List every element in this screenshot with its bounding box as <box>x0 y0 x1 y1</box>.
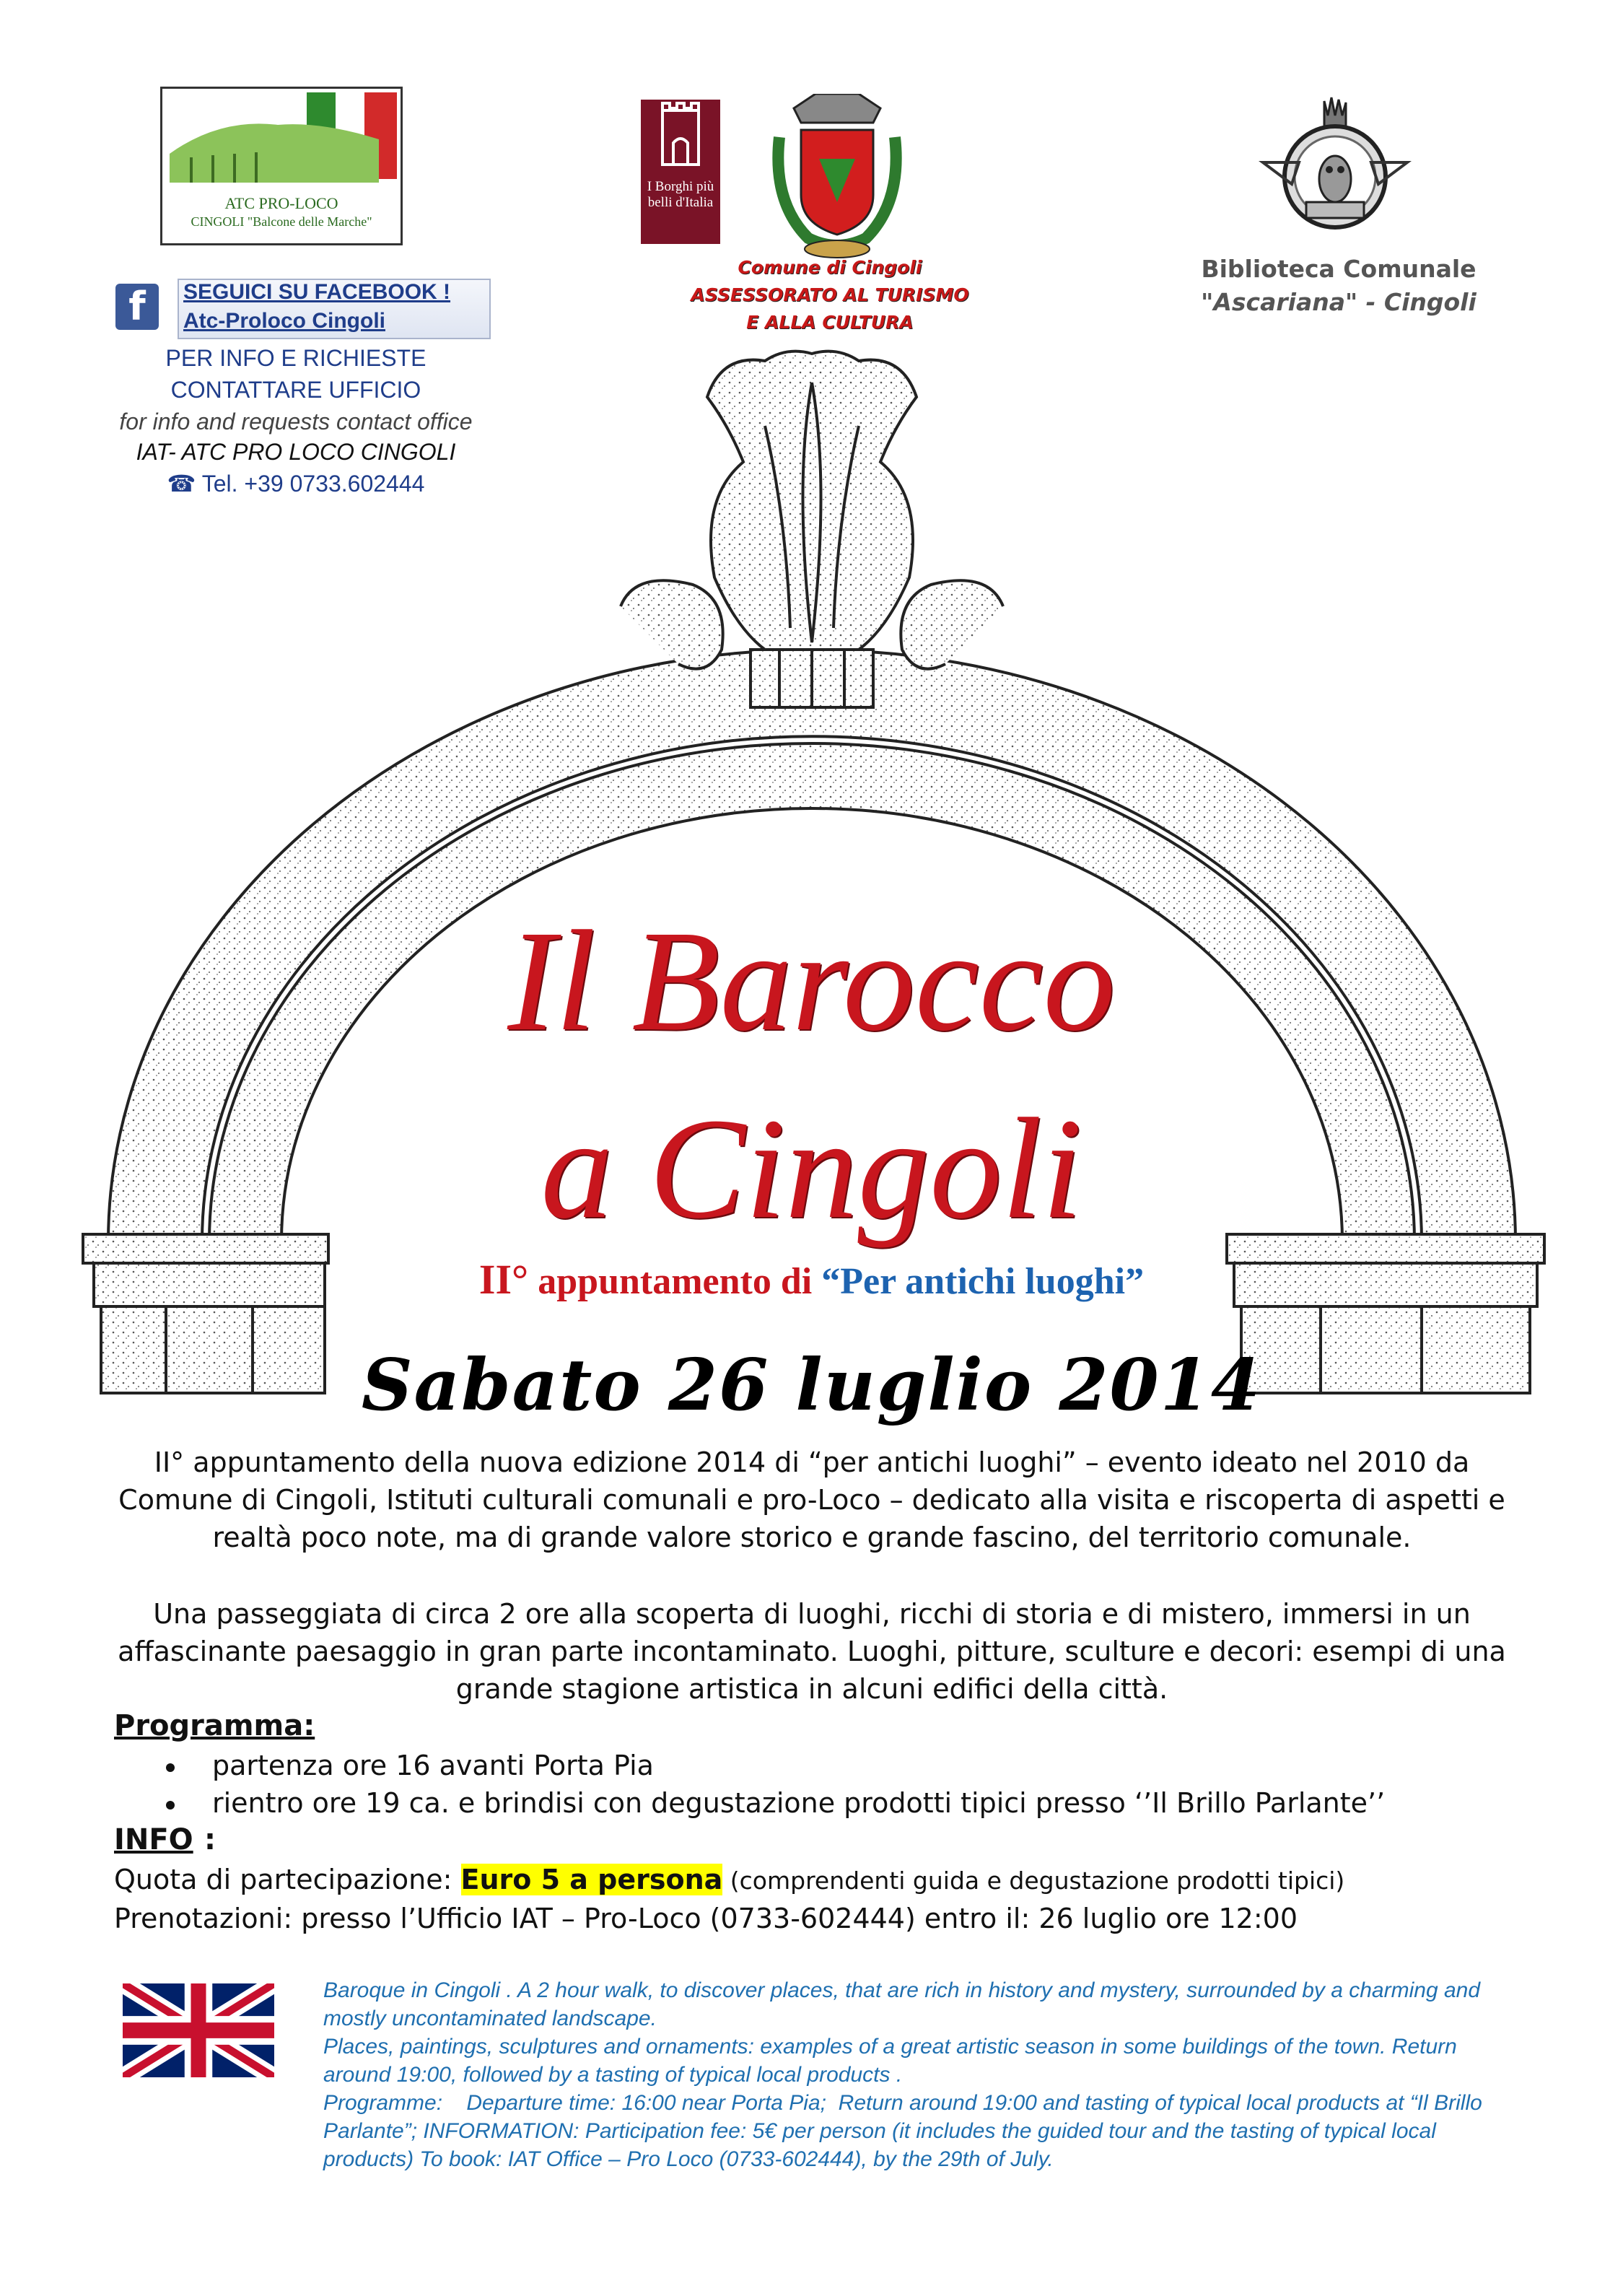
biblioteca-comunale-name <box>1169 253 1508 319</box>
library-line1: Biblioteca Comunale <box>1201 255 1477 283</box>
comune-di-cingoli-heading <box>649 254 1010 336</box>
cingoli-coat-of-arms-icon <box>765 94 909 260</box>
event-title-line1: Il Barocco <box>507 902 1116 1061</box>
borghi-piu-belli-logo <box>641 100 720 244</box>
phone-number: ☎ Tel. +39 0733.602444 <box>167 471 425 497</box>
participation-fee-line <box>114 1861 1344 1900</box>
info-requests-line: PER INFO E RICHIESTE <box>165 345 426 371</box>
subtitle-ordinal: II° <box>478 1256 529 1303</box>
contact-office-line: CONTATTARE UFFICIO <box>170 377 421 403</box>
proloco-landscape-image <box>162 89 401 190</box>
assessorato-line-2: E ALLA CULTURA <box>746 312 914 333</box>
castle-tower-icon <box>641 100 720 172</box>
library-owl-emblem-icon <box>1256 94 1414 231</box>
borghi-caption: I Borghi più belli d'Italia <box>647 179 714 210</box>
facebook-icon[interactable]: f <box>115 284 159 330</box>
proloco-tagline: CINGOLI "Balcone delle Marche" <box>191 214 372 229</box>
english-summary <box>323 1976 1507 2173</box>
description-paragraph-2: Una passeggiata di circa 2 ore alla scoperta di luoghi, ricchi di storia e di mistero, immersi in un affascinante paesaggio in gran parte incontaminato. Luoghi, pitture, sculture e decori: esempi di una grande stagione artistica in alcuni edifici della città. <box>118 1598 1506 1705</box>
comune-name: Comune di Cingoli <box>738 257 922 278</box>
assessorato-line: ASSESSORATO AL TURISMO <box>691 284 969 305</box>
info-heading: INFO <box>114 1823 193 1856</box>
bullet-icon <box>166 1763 175 1772</box>
english-paragraph-1: Baroque in Cingoli . A 2 hour walk, to discover places, that are rich in history and mystery, surrounded by a charming and mostly uncontaminated landscape. <box>323 1978 1481 2030</box>
english-paragraph-3: Programme: Departure time: 16:00 near Porta Pia; Return around 19:00 and tasting of typical local products at “Il Brillo Parlante”; INFORMATION: Participation fee: 5€ per person (it includes the guided tour and the tasting of typical local products) To book: IAT Office – Pro Loco (0733-602444), by the 29th of July. <box>323 2091 1489 2171</box>
subtitle-middle: appuntamento di <box>528 1261 822 1302</box>
atc-proloco-logo <box>160 87 403 245</box>
english-contact-line: for info and requests contact office <box>119 409 473 435</box>
event-subtitle <box>0 1254 1623 1307</box>
booking-line: Prenotazioni: presso l’Ufficio IAT – Pro-Loco (0733-602444) entro il: 26 luglio ore 12:00 <box>114 1903 1298 1934</box>
programma-item-return: rientro ore 19 ca. e brindisi con degustazione prodotti tipici presso ‘’Il Brillo Parlante’’ <box>212 1787 1386 1819</box>
uk-flag-icon <box>123 1983 274 2077</box>
programma-heading: Programma: <box>114 1709 315 1742</box>
keystone-acanthus <box>621 352 1003 707</box>
office-name-line: IAT- ATC PRO LOCO CINGOLI <box>136 439 456 465</box>
quota-label: Quota di partecipazione: <box>114 1864 461 1895</box>
description-paragraph-1: II° appuntamento della nuova edizione 2014 di “per antichi luoghi” – evento ideato nel 2010 da Comune di Cingoli, Istituti culturali comunali e pro-Loco – dedicato alla visita e riscoperta di aspetti e realtà poco note, ma di grande valore storico e grande fascino, del territorio comunale. <box>118 1446 1505 1553</box>
subtitle-series-name: “Per antichi luoghi” <box>821 1261 1145 1302</box>
bullet-icon <box>166 1801 175 1810</box>
proloco-name: ATC PRO-LOCO <box>224 194 338 212</box>
event-title-line2: a Cingoli <box>541 1089 1082 1249</box>
facebook-page-link[interactable]: Atc-Proloco Cingoli <box>183 309 385 333</box>
quota-price-highlight: Euro 5 a persona <box>460 1864 723 1895</box>
library-line2: "Ascariana" - Cingoli <box>1201 288 1477 316</box>
english-paragraph-2: Places, paintings, sculptures and ornaments: examples of a great artistic season in some buildings of the town. Return around 19:00, followed by a tasting of typical local products . <box>323 2035 1457 2087</box>
event-date: Sabato 26 luglio 2014 <box>361 1344 1262 1427</box>
facebook-follow-link[interactable]: SEGUICI SU FACEBOOK ! <box>183 280 451 304</box>
quota-note: (comprendenti guida e degustazione prodotti tipici) <box>722 1867 1345 1895</box>
programma-item-departure: partenza ore 16 avanti Porta Pia <box>212 1750 654 1781</box>
info-heading-colon: : <box>204 1823 216 1856</box>
